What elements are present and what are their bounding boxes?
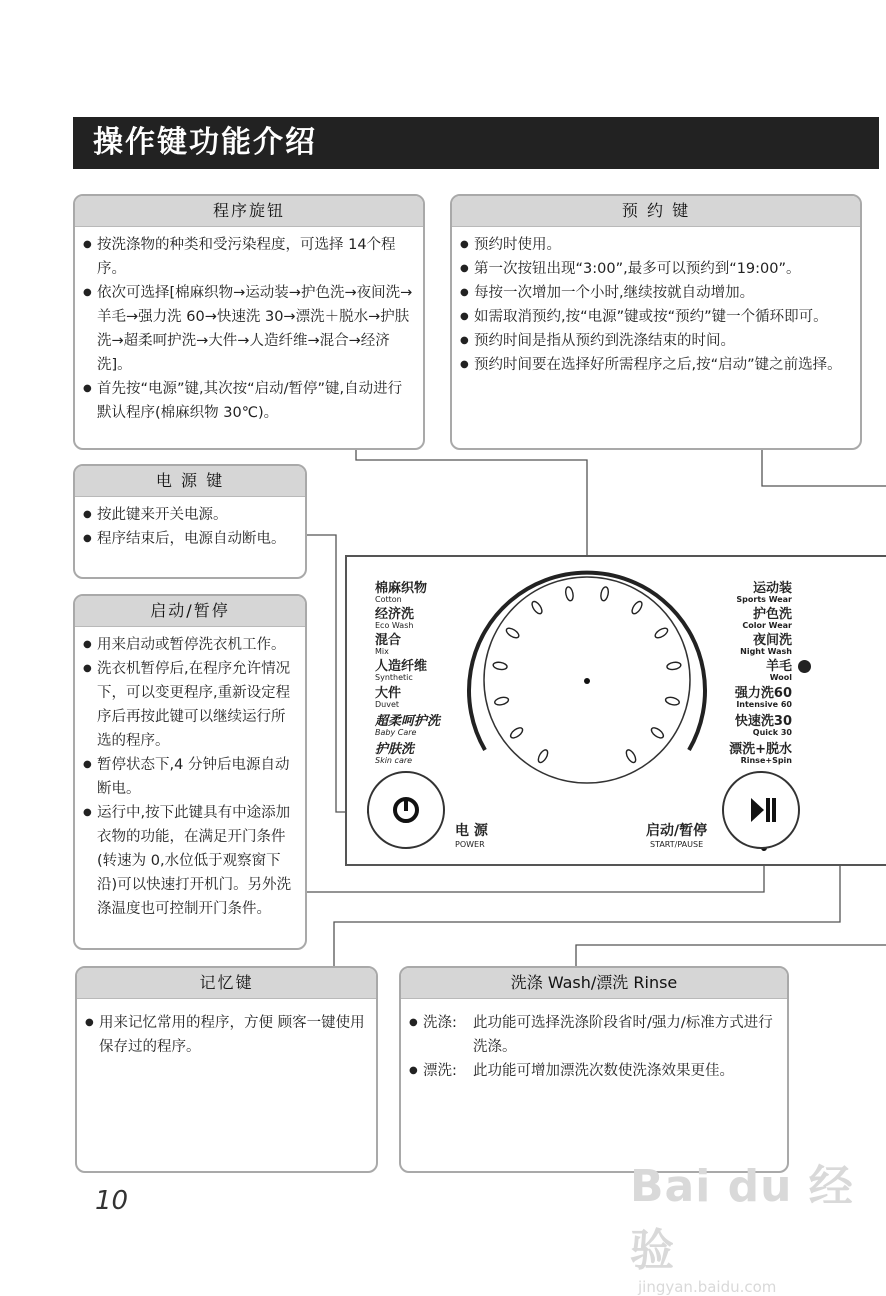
wash-rinse-box — [399, 966, 789, 1173]
power-key-box — [73, 464, 307, 579]
program-cotton[interactable]: 棉麻织物 Cotton — [375, 581, 428, 604]
play-pause-icon — [724, 773, 798, 847]
memory-key-box — [75, 966, 378, 1173]
list-item: ● 预约时间要在选择好所需程序之后,按“启动”键之前选择。 — [460, 353, 852, 377]
page-number: 10 — [95, 1186, 129, 1216]
start-pause-button[interactable] — [722, 771, 800, 849]
wash-rinse-header: 洗涤 Wash/漂洗 Rinse — [401, 968, 787, 999]
watermark — [630, 1150, 860, 1296]
list-item: ● 按洗涤物的种类和受污染程度，可选择 14个程序。 — [83, 233, 415, 281]
power-label: 电 源 POWER — [455, 823, 488, 849]
power-icon — [369, 773, 443, 847]
memory-key-header: 记忆键 — [77, 968, 376, 999]
list-item: ● 洗涤: 此功能可选择洗涤阶段省时/强力/标准方式进行洗涤。 — [409, 1011, 779, 1059]
list-item: ● 用来记忆常用的程序，方便 顾客一键使用保存过的程序。 — [85, 1011, 368, 1059]
list-item: ● 如需取消预约,按“电源”键或按“预约”键一个循环即可。 — [460, 305, 852, 329]
reserve-connector — [762, 450, 886, 486]
reserve-key-header: 预 约 键 — [452, 196, 860, 227]
program-night-wash[interactable]: 夜间洗 Night Wash — [740, 633, 792, 656]
wool-icon — [798, 660, 811, 673]
start-pause-header: 启动/暂停 — [75, 596, 305, 627]
list-item: ● 每按一次增加一个小时,继续按就自动增加。 — [460, 281, 852, 305]
start-pause-label: 启动/暂停 START/PAUSE — [646, 823, 708, 849]
program-knob-header: 程序旋钮 — [75, 196, 423, 227]
watermark-url: jingyan.baidu.com — [638, 1278, 777, 1296]
list-item: ● 按此键来开关电源。 — [83, 503, 297, 527]
list-item: ● 暂停状态下,4 分钟后电源自动断电。 — [83, 753, 297, 801]
power-button[interactable] — [367, 771, 445, 849]
program-intensive-60[interactable]: 强力洗60 Intensive 60 — [734, 686, 792, 709]
reserve-key-box — [450, 194, 862, 450]
program-sports-wear[interactable]: 运动装 Sports Wear — [736, 581, 792, 604]
program-skin-care[interactable]: 护肤洗 Skin care — [375, 742, 415, 765]
wash-connector — [576, 945, 886, 966]
program-color-wear[interactable]: 护色洗 Color Wear — [742, 607, 792, 630]
power-key-header: 电 源 键 — [75, 466, 305, 497]
program-mix[interactable]: 混合 Mix — [375, 633, 402, 656]
list-item: ● 运行中,按下此键具有中途添加衣物的功能，在满足开门条件(转速为 0,水位低于观察窗下沿)可以快速打开机门。另外洗涤温度也可控制开门条件。 — [83, 801, 297, 921]
page-title: 操作键功能介绍 — [73, 117, 879, 169]
watermark-brand: Bai du 经验 — [630, 1161, 854, 1276]
program-duvet[interactable]: 大件 Duvet — [375, 686, 402, 709]
program-baby-care[interactable]: 超柔呵护洗 Baby Care — [375, 714, 441, 737]
list-item: ● 预约时使用。 — [460, 233, 852, 257]
list-item: ● 第一次按钮出现“3:00”,最多可以预约到“19:00”。 — [460, 257, 852, 281]
program-quick-30[interactable]: 快速洗30 Quick 30 — [734, 714, 792, 737]
program-knob-box — [73, 194, 425, 450]
start-pause-box — [73, 594, 307, 950]
program-eco-wash[interactable]: 经济洗 Eco Wash — [375, 607, 415, 630]
program-synthetic[interactable]: 人造纤维 Synthetic — [375, 659, 428, 682]
list-item: ● 预约时间是指从预约到洗涤结束的时间。 — [460, 329, 852, 353]
list-item: ● 漂洗: 此功能可增加漂洗次数使洗涤效果更佳。 — [409, 1059, 779, 1083]
program-rinse-spin[interactable]: 漂洗+脱水 Rinse+Spin — [729, 742, 792, 765]
list-item: ● 首先按“电源”键,其次按“启动/暂停”键,自动进行默认程序(棉麻织物 30℃)。 — [83, 377, 415, 425]
program-wool[interactable]: 羊毛 Wool — [765, 659, 792, 682]
list-item: ● 依次可选择[棉麻织物→运动装→护色洗→夜间洗→羊毛→强力洗 60→快速洗 30→漂洗＋脱水→护肤洗→超柔呵护洗→大件→人造纤维→混合→经济洗]。 — [83, 281, 415, 377]
list-item: ● 用来启动或暂停洗衣机工作。 — [83, 633, 297, 657]
list-item: ● 程序结束后，电源自动断电。 — [83, 527, 297, 551]
list-item: ● 洗衣机暂停后,在程序允许情况下，可以变更程序,重新设定程序后再按此键可以继续运行所选的程序。 — [83, 657, 297, 753]
